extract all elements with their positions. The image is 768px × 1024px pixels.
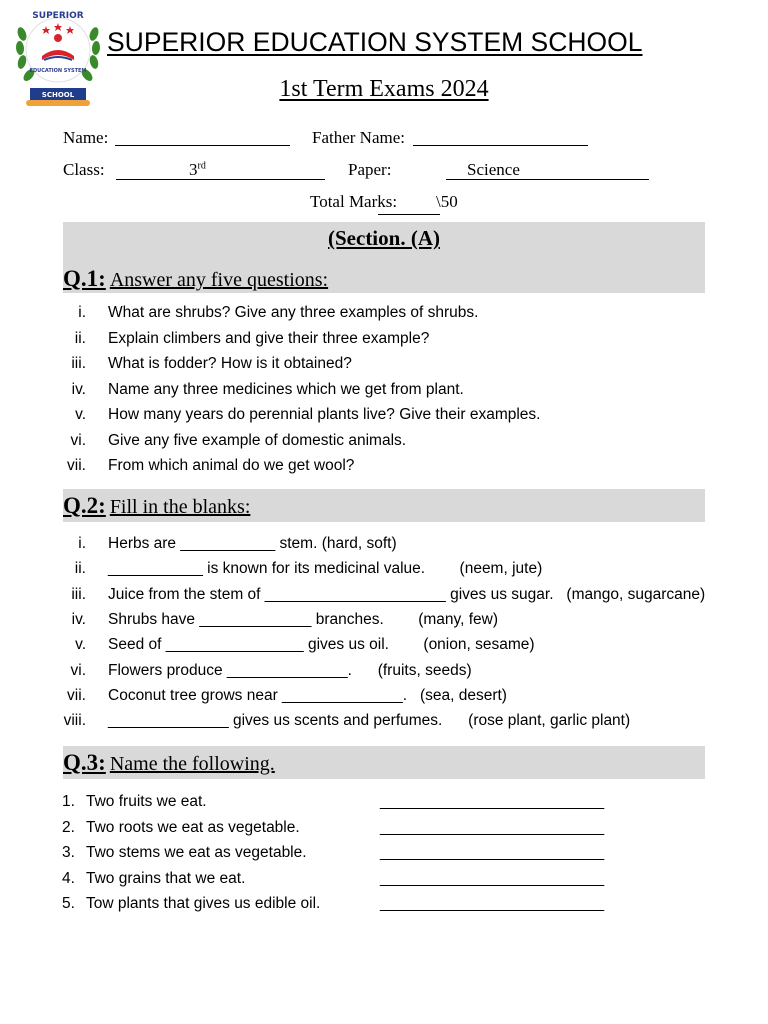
q3-list-item (0, 894, 768, 914)
exam-title: 1st Term Exams 2024 (279, 76, 489, 102)
item-text: Herbs are ___________ stem. (hard, soft) (108, 535, 397, 552)
class-value: 3rd (189, 160, 206, 179)
q1-list-item (0, 303, 768, 323)
answer-blank[interactable]: __________________________ (380, 818, 605, 836)
q3-list-item (0, 818, 768, 838)
item-number: 1. (62, 793, 75, 810)
school-name: SUPERIOR EDUCATION SYSTEM SCHOOL (107, 27, 643, 57)
paper-label: Paper: (348, 160, 392, 179)
total-marks-label: Total Marks: (310, 192, 398, 211)
item-text: Two grains that we eat. (86, 869, 246, 887)
item-number: iv. (71, 610, 86, 628)
item-number: ii. (74, 560, 86, 578)
item-text: What is fodder? How is it obtained? (108, 355, 352, 372)
q2-list-item (0, 635, 768, 655)
item-text: Seed of ________________ gives us oil. (onion, sesame) (108, 636, 535, 654)
q3-list-item (0, 792, 768, 812)
q1-list-item (0, 354, 768, 374)
q2-title: Fill in the blanks: (109, 496, 251, 518)
q1-list-item (0, 329, 768, 349)
father-name-blank[interactable] (413, 145, 588, 146)
q1-title: Answer any five questions: (109, 269, 329, 291)
q2-list-item (0, 534, 768, 554)
q2-number: Q.2: (63, 493, 106, 518)
item-number: vii. (67, 457, 86, 474)
item-number: vi. (70, 661, 86, 679)
item-text: Juice from the stem of _____________________ gives us sugar. (mango, sugarcane) (108, 585, 706, 603)
q2-list-item (0, 559, 768, 579)
q1-list-item (0, 380, 768, 400)
section-title: (Section. (A) (328, 226, 440, 250)
item-number: v. (75, 636, 86, 654)
q3-title: Name the following. (109, 753, 275, 775)
item-text: ___________ is known for its medicinal value. (neem, jute) (108, 560, 543, 578)
item-text: Flowers produce ______________. (fruits, seeds) (108, 661, 472, 679)
item-text: ______________ gives us scents and perfumes. (rose plant, garlic plant) (108, 712, 631, 730)
answer-blank[interactable]: __________________________ (380, 844, 605, 861)
item-text: Explain climbers and give their three example? (108, 329, 430, 347)
item-number: 5. (62, 895, 75, 912)
q3-list-item (0, 843, 768, 863)
answer-blank[interactable]: __________________________ (380, 869, 605, 887)
q3-number: Q.3: (63, 750, 106, 775)
item-number: i. (78, 535, 86, 552)
item-number: iv. (71, 380, 86, 398)
q2-list-item (0, 711, 768, 731)
item-number: iii. (71, 355, 86, 372)
item-number: ii. (74, 329, 86, 347)
item-number: i. (78, 304, 86, 321)
item-number: vii. (67, 686, 86, 704)
class-blank[interactable] (116, 179, 325, 180)
q1-number: Q.1: (63, 266, 106, 291)
q3-list-item (0, 869, 768, 889)
item-number: v. (75, 406, 86, 423)
name-blank[interactable] (115, 145, 290, 146)
q2-list-item (0, 585, 768, 605)
q2-list-item (0, 610, 768, 630)
item-text: Coconut tree grows near ______________. (sea, desert) (108, 686, 507, 704)
item-text: Two fruits we eat. (86, 793, 207, 810)
logo-text-top: SUPERIOR (32, 11, 84, 21)
item-text: What are shrubs? Give any three examples of shrubs. (108, 304, 479, 321)
item-text: Two stems we eat as vegetable. (86, 844, 307, 861)
logo-text-bottom: SCHOOL (41, 91, 75, 99)
name-label: Name: (63, 128, 109, 147)
paper-value: Science (467, 160, 520, 179)
item-text: Two roots we eat as vegetable. (86, 818, 300, 836)
q2-list-item (0, 686, 768, 706)
item-number: iii. (71, 585, 86, 603)
item-text: Tow plants that gives us edible oil. (86, 895, 321, 912)
q2-heading (63, 493, 250, 519)
item-number: 3. (62, 844, 75, 861)
item-text: Shrubs have _____________ branches. (many, few) (108, 610, 499, 628)
class-label: Class: (63, 160, 105, 179)
q1-list-item (0, 405, 768, 425)
q2-list-item (0, 661, 768, 681)
item-number: 2. (62, 818, 75, 836)
item-number: 4. (62, 869, 75, 887)
item-number: vi. (70, 431, 86, 449)
item-text: Give any five example of domestic animals. (108, 431, 407, 449)
total-marks-blank[interactable] (378, 214, 440, 215)
logo-text-mid: EDUCATION SYSTEM (29, 68, 87, 74)
item-text: How many years do perennial plants live? Give their examples. (108, 406, 541, 423)
answer-blank[interactable]: __________________________ (380, 793, 605, 810)
father-name-label: Father Name: (312, 128, 405, 147)
item-number: viii. (63, 712, 86, 730)
item-text: Name any three medicines which we get from plant. (108, 380, 464, 398)
q1-list-item (0, 431, 768, 451)
total-marks-value: \50 (436, 192, 458, 211)
q3-heading (63, 750, 275, 776)
q1-heading (63, 266, 328, 292)
item-text: From which animal do we get wool? (108, 457, 355, 474)
q1-list-item (0, 456, 768, 476)
answer-blank[interactable]: __________________________ (380, 895, 605, 912)
